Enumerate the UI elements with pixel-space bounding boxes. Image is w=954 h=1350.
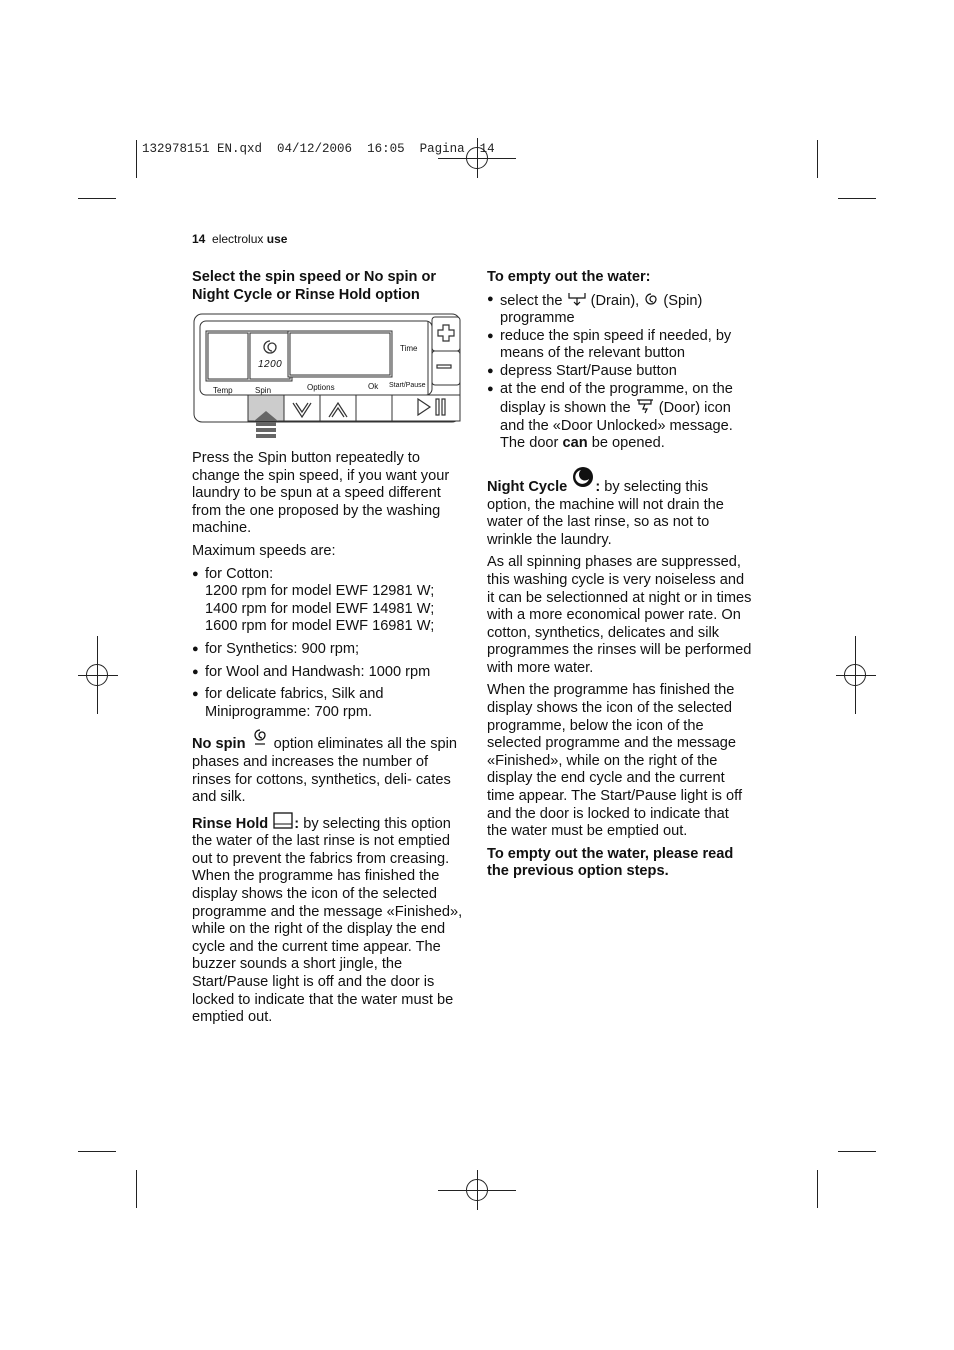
slug-time: 16:05 — [367, 142, 405, 156]
rinse-hold-text: by selecting this option the water of the last rinse is not emptied out to prevent the fabrics from creasing. When the programme has finished the display shows the icon of the selected programme and the message «Finished», while on the right of the display the end cycle and the current time appear. The buzzer sounds a short jingle, the Start/Pause light is off and the door is locked to indicate that the water must be emptied out. — [192, 815, 463, 1026]
crop-mark — [136, 140, 137, 178]
section-name: use — [266, 232, 288, 246]
right-column — [487, 269, 753, 885]
page-number: 14 — [192, 232, 206, 246]
no-spin-paragraph — [192, 726, 468, 806]
list-item: ● for Wool and Handwash: 1000 rpm — [192, 664, 468, 682]
step-text: select the — [500, 292, 563, 309]
spin-intro: Press the Spin button repeatedly to change the spin speed, if you want your laundry to be spun at a speed different from the one proposed by the washing machine. — [192, 450, 450, 537]
cotton-label: for Cotton: — [205, 565, 274, 582]
ok-label: Ok — [368, 382, 379, 391]
list-item — [487, 381, 753, 453]
crop-mark — [817, 1170, 818, 1208]
empty-water-steps — [487, 291, 753, 453]
list-item — [487, 291, 753, 328]
print-slug — [142, 142, 495, 156]
drain-icon — [567, 291, 587, 307]
list-item: ● reduce the spin speed if needed, by means of the relevant button — [487, 328, 753, 363]
night-cycle-paragraph-3: When the programme has finished the display shows the icon of the selected programme, below the icon of the selected programme and the message «Finished», while on the right of the display the end cycle and the current time appear. The Start/Pause light is off and the door is locked to indicate that the water must be emptied out. — [487, 682, 742, 840]
step-text: (Drain), — [590, 292, 640, 309]
spin-heading: Select the spin speed or No spin or Night Cycle or Rinse Hold option — [192, 269, 437, 303]
rinse-hold-paragraph: Rinse Hold : by selecting this option the water of the last rinse is not emptied out to prevent the fabrics from creasing. When the programme has finished the display shows the icon of the selected programme and the message «Finished», while on the right of the display the end cycle and the current time appear. The buzzer sounds a short jingle, the Start/Pause light is off and the door is locked to indicate that the water must be emptied out. — [192, 812, 468, 1027]
cotton-model-1: 1200 rpm for model EWF 12981 W; — [205, 583, 435, 600]
list-item: ● depress Start/Pause button — [487, 363, 753, 381]
slug-date: 04/12/2006 — [277, 142, 353, 156]
no-spin-icon — [250, 726, 270, 746]
empty-water-heading: To empty out the water: — [487, 269, 651, 285]
display-value: 1200 — [258, 359, 283, 370]
cotton-model-2: 1400 rpm for model EWF 14981 W; — [205, 600, 435, 617]
rinse-hold-title: Rinse Hold — [192, 815, 269, 832]
spin-icon — [643, 291, 659, 307]
crop-mark — [838, 1151, 876, 1152]
night-cycle-icon — [571, 465, 595, 489]
final-note: To empty out the water, please read the previous option steps. — [487, 845, 734, 880]
registration-mark — [78, 636, 118, 714]
night-cycle-paragraph-2: As all spinning phases are suppressed, this washing cycle is very noiseless and it can be selectionned at night or in times with a more economical power rate. On cotton, synthetics, delicates and silk programmes the rinses will be performed with more water. — [487, 554, 752, 676]
step-text: be opened. — [591, 435, 665, 452]
time-label: Time — [400, 344, 418, 353]
registration-mark — [836, 636, 876, 714]
brand-name: electrolux — [212, 232, 264, 246]
crop-mark — [838, 198, 876, 199]
max-speeds-label: Maximum speeds are: — [192, 542, 336, 559]
night-cycle-title: Night Cycle — [487, 478, 568, 495]
list-item: ● for Synthetics: 900 rpm; — [192, 641, 468, 659]
slug-file: 132978151 EN.qxd — [142, 142, 263, 156]
rinse-hold-icon — [272, 812, 294, 830]
night-cycle-text: by selecting this option, the machine will not drain the water of the last rinse, so as not to wrinkle the laundry. — [487, 478, 724, 548]
slug-page-word: Pagina — [419, 142, 465, 156]
slug-page-num: 14 — [479, 142, 495, 156]
list-item: ● for delicate fabrics, Silk and Miniprogramme: 700 rpm. — [192, 686, 468, 721]
crop-mark — [136, 1170, 137, 1208]
left-column-body — [192, 450, 468, 1032]
speed-list — [192, 566, 468, 722]
temp-label: Temp — [213, 386, 233, 395]
control-panel-illustration — [192, 313, 462, 443]
crop-mark — [817, 140, 818, 178]
spin-label: Spin — [255, 386, 272, 395]
step-text: (Door) icon and the «Door Unlocked» message. The door — [500, 400, 733, 452]
running-header — [192, 232, 287, 246]
options-label: Options — [307, 383, 335, 392]
step-text: can — [562, 435, 588, 452]
night-cycle-paragraph: Night Cycle : by selecting this option, the machine will not drain the water of the last rinse, so as not to wrinkle the laundry. — [487, 465, 753, 549]
step-text: (Spin) programme — [500, 292, 703, 327]
door-icon — [635, 398, 655, 414]
no-spin-text: option eliminates all the spin phases and increases the number of rinses for cottons, synthetics, deli- cates and silk. — [192, 736, 457, 806]
cotton-model-3: 1600 rpm for model EWF 16981 W; — [205, 618, 435, 635]
control-panel-drawing — [192, 313, 462, 443]
list-item — [192, 566, 468, 636]
no-spin-title: No spin — [192, 736, 246, 753]
step-text: at the end of the programme, on the display is shown the — [500, 380, 733, 417]
crop-mark — [78, 198, 116, 199]
registration-mark — [438, 1170, 516, 1210]
left-column — [192, 269, 468, 308]
start-pause-label: Start/Pause — [389, 382, 426, 389]
crop-mark — [78, 1151, 116, 1152]
